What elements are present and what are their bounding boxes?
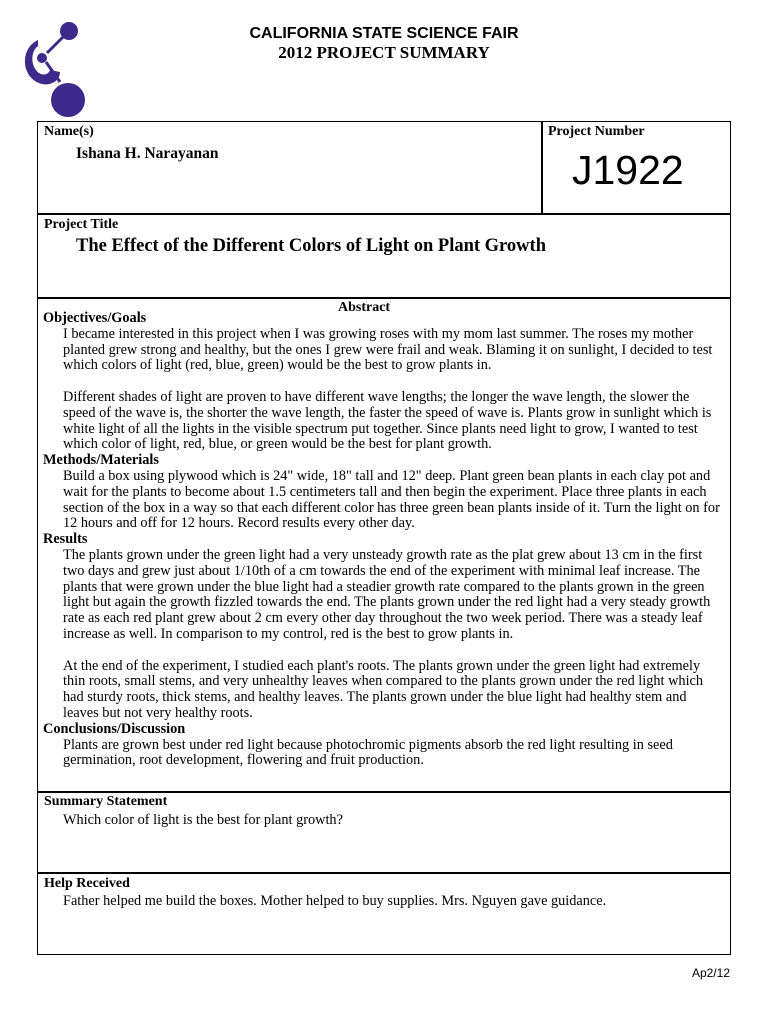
conclusions-title: Conclusions/Discussion (43, 720, 186, 737)
results-p2: At the end of the experiment, I studied each plant's roots. The plants grown under the green light had extremely thin roots, small stems, and very unhealthy leaves when compared to the plants grown under the red light which had sturdy roots, thick stems, and healthy leaves. The plants grown under the blue light had healthy stem and leaves but not very healthy roots. (63, 657, 704, 721)
conclusions-p1: Plants are grown best under red light because photochromic pigments absorb the red light resulting in seed germination, root development, flowering and fruit production. (63, 736, 673, 769)
abstract-body (43, 310, 725, 769)
methods-p1: Build a box using plywood which is 24" wide, 18" tall and 12" deep. Plant green bean plants in each clay pot and wait for the plants to become about 1.5 centimeters tall and then begin the experiment. Place three plants in each section of the box in a way so that each different color has three green bean plants inside of it. Turn the light on for 12 hours and off for 12 hours. Record results every other day. (63, 467, 720, 532)
student-name: Ishana H. Narayanan (76, 145, 219, 162)
summary-statement-label: Summary Statement (44, 794, 168, 809)
project-number: J1922 (572, 147, 684, 193)
summary-statement-text: Which color of light is the best for plant growth? (63, 812, 343, 828)
abstract-heading: Abstract (338, 300, 391, 315)
summary-title: 2012 PROJECT SUMMARY (278, 43, 490, 62)
results-p1: The plants grown under the green light had a very unsteady growth rate as the plat grew about 13 cm in the first two days and grew just about 1/10th of a cm towards the end of the experiment with minimal leaf increase. The plants that were grown under the blue light had a steadier growth rate compared to the plants grown in the green light but again the growth fizzled towards the end. The plants grown under the red light had a very steady growth rate as each red plant grew about 2 cm every other day throughout the two week period. There was a steady leaf increase as well. In comparison to my control, red is the best to grow plants in. (63, 546, 711, 642)
methods-title: Methods/Materials (43, 452, 159, 469)
objectives-p2: Different shades of light are proven to have different wave lengths; the longer the wave length, the slower the speed of the wave is, the shorter the wave length, the faster the speed of wave is. Plants grow in sunlight which is white light of all the lights in the visible spectrum put together. Since plants need light to grow, I wanted to test which color of light, red, blue, or green would be the best for plant growth. (63, 388, 712, 453)
names-box (37, 121, 543, 215)
help-received-label: Help Received (44, 876, 130, 891)
results-title: Results (43, 531, 88, 548)
project-number-label: Project Number (548, 124, 645, 139)
objectives-p1: I became interested in this project when I was growing roses with my mom last summer. The roses my mother planted grew strong and healthy, but the ones I grew were frail and weak. Blaming it on sunlight, I decided to test which colors of light (red, blue, green) would be the best to grow plants in. (63, 325, 713, 374)
fair-name: CALIFORNIA STATE SCIENCE FAIR (249, 25, 519, 42)
help-received-text: Father helped me build the boxes. Mother helped to buy supplies. Mrs. Nguyen gave guidance. (63, 893, 607, 909)
objectives-title: Objectives/Goals (43, 310, 147, 326)
names-label: Name(s) (44, 124, 94, 139)
form-code: Ap2/12 (691, 966, 730, 980)
project-title-label: Project Title (44, 217, 119, 232)
help-received-box (37, 872, 731, 955)
project-title: The Effect of the Different Colors of Light on Plant Growth (76, 236, 546, 256)
